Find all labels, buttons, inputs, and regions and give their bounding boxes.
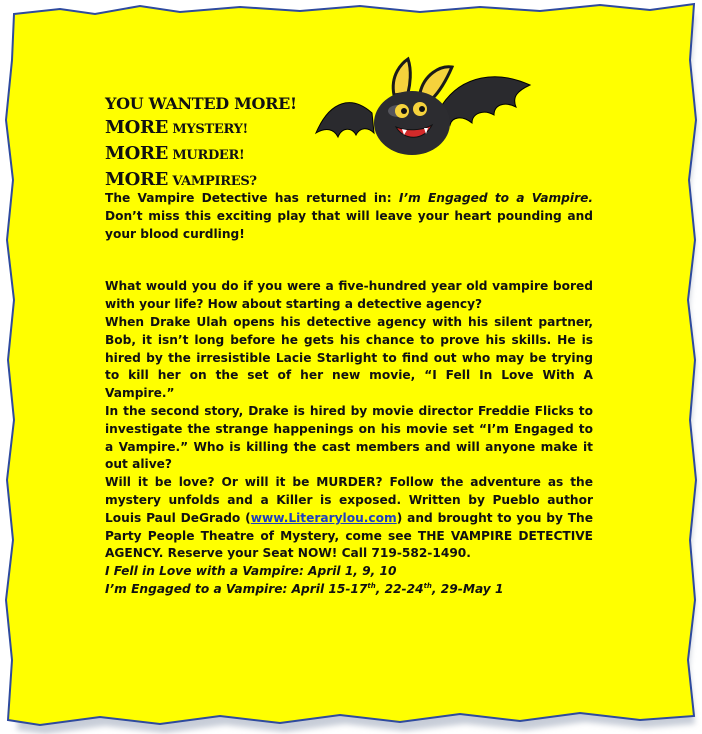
headline-1: YOU WANTED MORE! xyxy=(105,94,297,113)
bat-left-ear xyxy=(393,59,410,95)
headline-4: MORE VAMPIRES? xyxy=(105,169,257,190)
dates-line-2: I’m Engaged to a Vampire: April 15-17th, 22-24th, 29-May 1 xyxy=(105,581,504,596)
story-paragraph-2: When Drake Ulah opens his detective agency with his silent partner, Bob, it isn’t long before he gets his chance to prove his skills. He is hired by the irresistible Lacie Starlight to find out who may be trying to kill her on the set of her new movie, “I Fell In Love With A Vampire.” xyxy=(105,314,593,401)
dates-line-1: I Fell in Love with a Vampire: April 1, 9, 10 xyxy=(105,564,397,579)
flyer-content xyxy=(105,92,593,599)
website-link[interactable]: www.Literarylou.com xyxy=(250,510,397,525)
headline-block xyxy=(105,92,593,194)
intro-paragraph: The Vampire Detective has returned in: I’m Engaged to a Vampire. Don’t miss this exciting play that will leave your heart pounding and your blood curdling! xyxy=(105,191,593,241)
play-title: I’m Engaged to a Vampire. xyxy=(398,191,593,205)
closing-paragraph: Will it be love? Or will it be MURDER? Follow the adventure as the mystery unfolds and a Killer is exposed. Written by Pueblo author Louis Paul DeGrado (www.Literarylou.com) and brought to you by The Party People Theatre of Mystery, come see THE VAMPIRE DETECTIVE AGENCY. Reserve your Seat NOW! Call 719-582-1490. xyxy=(105,475,593,561)
headline-3: MORE MURDER! xyxy=(105,143,245,164)
spacer xyxy=(105,243,593,278)
headline-2: MORE MYSTERY! xyxy=(105,117,248,138)
story-paragraph-3: In the second story, Drake is hired by movie director Freddie Flicks to investigate the strange happenings on his movie set “I’m Engaged to a Vampire.” Who is killing the cast members and will anyone make it out alive? xyxy=(105,403,593,472)
story-paragraph-1: What would you do if you were a five-hundred year old vampire bored with your life? How about starting a detective agency? xyxy=(105,279,593,312)
